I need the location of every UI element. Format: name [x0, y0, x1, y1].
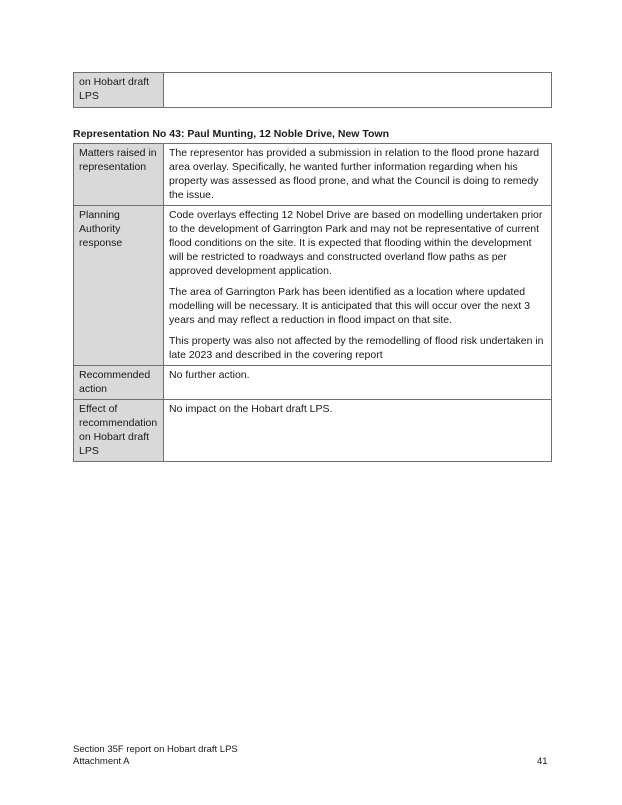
row-value-continuation — [164, 73, 552, 108]
table-row — [74, 144, 552, 206]
row-label-response: Planning Authority response — [74, 206, 164, 366]
paragraph: This property was also not affected by the remodelling of flood risk undertaken in late 2023 and described in the covering report — [169, 335, 544, 361]
row-label-matters: Matters raised in representation — [74, 144, 164, 206]
row-label-action: Recommended action — [74, 366, 164, 400]
table-row — [74, 206, 552, 366]
table-row — [74, 366, 552, 400]
row-label-continuation: on Hobart draft LPS — [74, 73, 164, 108]
row-value-response — [164, 206, 552, 366]
row-value-effect: No impact on the Hobart draft LPS. — [164, 400, 552, 462]
representation-table — [73, 143, 552, 462]
continuation-table — [73, 72, 552, 108]
row-value-action: No further action. — [164, 366, 552, 400]
page-number: 41 — [537, 756, 548, 767]
paragraph: Code overlays effecting 12 Nobel Drive are based on modelling undertaken prior to the development of Garrington Park and may not be representative of current flood conditions on the site. It is expected that flooding within the development will be restricted to roadways and constructed overland flow paths as per approved development application. — [169, 209, 543, 277]
footer-report-title: Section 35F report on Hobart draft LPS — [73, 744, 238, 755]
footer-attachment: Attachment A — [73, 756, 130, 767]
row-value-matters — [164, 144, 552, 206]
paragraph: The area of Garrington Park has been identified as a location where updated modelling will be necessary. It is anticipated that this will occur over the next 3 years and may reflect a reduction in flood impact on that site. — [169, 286, 531, 326]
page-footer — [73, 744, 238, 768]
table-row — [74, 400, 552, 462]
representation-heading: Representation No 43: Paul Munting, 12 Noble Drive, New Town — [73, 128, 390, 140]
table-row — [74, 73, 552, 108]
row-label-effect: Effect of recommendation on Hobart draft LPS — [74, 400, 164, 462]
paragraph: The representor has provided a submission in relation to the flood prone hazard area overlay. Specifically, he wanted further information regarding when his property was assessed as flood prone, and what the Council is doing to remedy the issue. — [169, 147, 540, 201]
